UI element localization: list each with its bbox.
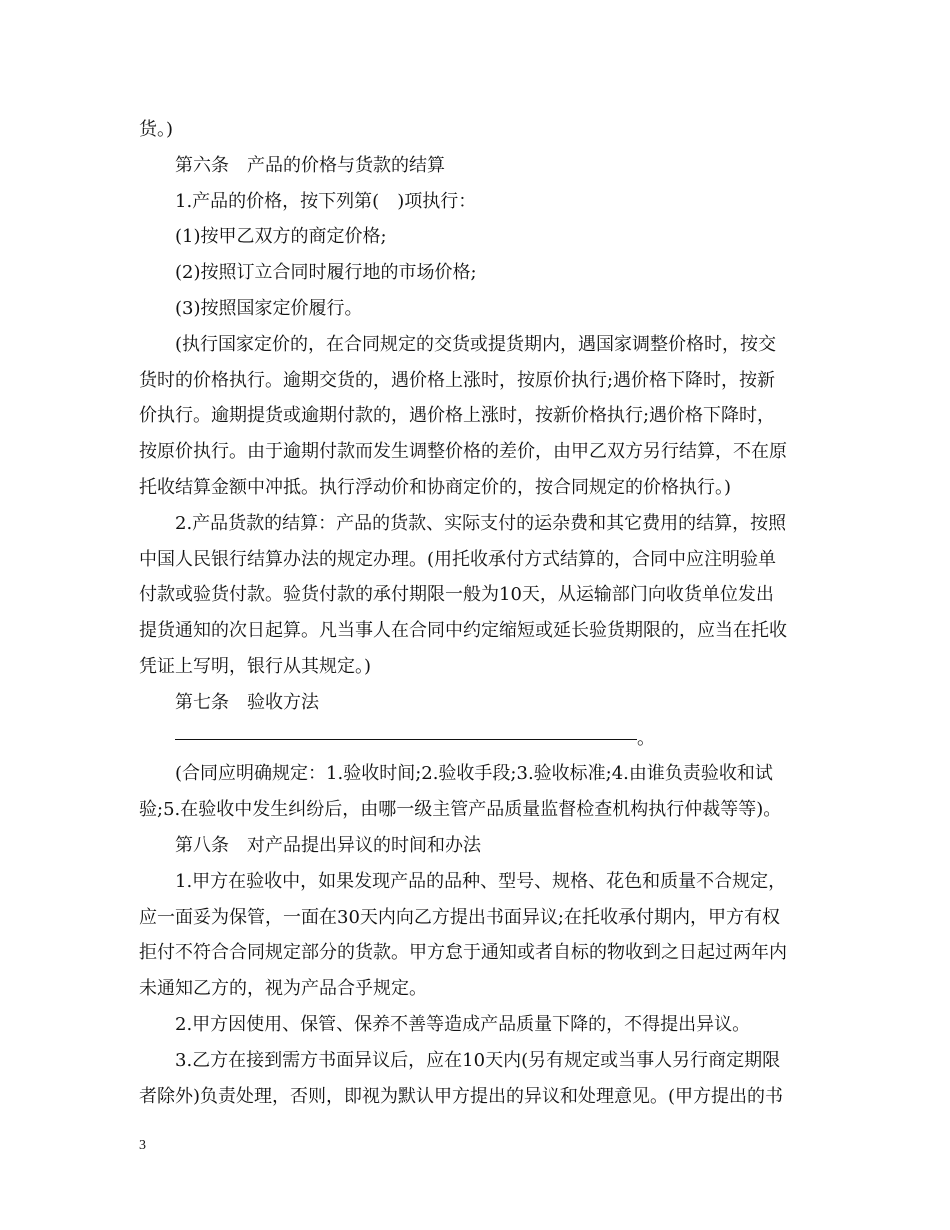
text-line — [139, 434, 819, 470]
heading-title: 验收方法 — [247, 691, 319, 713]
page-number: 3 — [139, 1138, 146, 1153]
text-line — [139, 1079, 819, 1115]
line-text: 未通知乙方的，视为产品合乎规定。 — [139, 978, 427, 1000]
line-text: 拒付不符合合同规定部分的货款。甲方怠于通知或者自标的物收到之日起过两年内 — [139, 942, 787, 964]
text-line — [139, 327, 819, 363]
line-text: 1.产品的价格，按下列第( )项执行： — [175, 190, 477, 212]
line-text: (执行国家定价的，在合同规定的交货或提货期内，遇国家调整价格时，按交 — [175, 333, 777, 355]
text-line — [139, 613, 819, 649]
text-line — [139, 363, 819, 399]
line-text: 2.甲方因使用、保管、保养不善等造成产品质量下降的，不得提出异议。 — [175, 1013, 751, 1035]
line-text: 验;5.在验收中发生纠纷后，由哪一级主管产品质量监督检查机构执行仲裁等等)。 — [139, 799, 782, 821]
line-text: 货。) — [139, 119, 174, 140]
text-line — [139, 255, 819, 291]
text-line — [139, 792, 819, 828]
fill-in-blank-line — [175, 738, 637, 740]
text-line — [139, 219, 819, 255]
line-text: 2.产品货款的结算：产品的货款、实际支付的运杂费和其它费用的结算，按照 — [175, 512, 787, 534]
line-text: (2)按照订立合同时履行地的市场价格; — [175, 262, 477, 284]
text-line — [139, 577, 819, 613]
line-text: 第八条 — [175, 834, 229, 856]
line-text: 中国人民银行结算办法的规定办理。(用托收承付方式结算的，合同中应注明验单 — [139, 548, 777, 570]
text-line — [139, 542, 819, 578]
line-text: 3.乙方在接到需方书面异议后，应在10天内(另有规定或当事人另行商定期限 — [175, 1049, 781, 1071]
article-heading — [139, 148, 819, 184]
line-text: 凭证上写明，银行从其规定。) — [139, 655, 372, 677]
text-line — [139, 291, 819, 327]
line-text: 提货通知的次日起算。凡当事人在合同中约定缩短或延长验货期限的，应当在托收 — [139, 620, 787, 642]
text-line — [139, 506, 819, 542]
line-text: 付款或验货付款。验货付款的承付期限一般为10天，从运输部门向收货单位发出 — [139, 584, 774, 606]
line-text: (合同应明确规定：1.验收时间;2.验收手段;3.验收标准;4.由谁负责验收和试 — [175, 763, 773, 785]
text-line — [139, 1007, 819, 1043]
article-heading — [139, 828, 819, 864]
line-text: (1)按甲乙双方的商定价格; — [175, 226, 387, 248]
line-text: 货时的价格执行。逾期交货的，遇价格上涨时，按原价执行;遇价格下降时，按新 — [139, 369, 776, 391]
text-line — [139, 864, 819, 900]
line-text: (3)按照国家定价履行。 — [175, 297, 363, 319]
text-line — [139, 971, 819, 1007]
text-line — [139, 184, 819, 220]
line-text: 按原价执行。由于逾期付款而发生调整价格的差价，由甲乙双方另行结算，不在原 — [139, 441, 787, 463]
text-line — [139, 398, 819, 434]
line-text: 价执行。逾期提货或逾期付款的，遇价格上涨时，按新价格执行;遇价格下降时， — [139, 405, 776, 427]
line-text: 应一面妥为保管，一面在30天内向乙方提出书面异议;在托收承付期内，甲方有权 — [139, 906, 780, 928]
text-line — [139, 721, 819, 757]
document-body — [139, 112, 819, 1114]
text-line — [139, 935, 819, 971]
text-line — [139, 900, 819, 936]
text-line — [139, 756, 819, 792]
line-text: 第六条 — [175, 154, 229, 176]
text-line — [139, 112, 819, 148]
line-text: 托收结算金额中冲抵。执行浮动价和协商定价的，按合同规定的价格执行。) — [139, 476, 732, 498]
heading-title: 产品的价格与货款的结算 — [247, 154, 445, 176]
text-line — [139, 649, 819, 685]
line-text: 1.甲方在验收中，如果发现产品的品种、型号、规格、花色和质量不合规定， — [175, 870, 787, 892]
text-line — [139, 1043, 819, 1079]
text-line — [139, 470, 819, 506]
line-text: 第七条 — [175, 691, 229, 713]
article-heading — [139, 685, 819, 721]
heading-title: 对产品提出异议的时间和办法 — [247, 834, 481, 856]
line-text: 。 — [637, 727, 655, 749]
line-text: 者除外)负责处理，否则，即视为默认甲方提出的异议和处理意见。(甲方提出的书 — [139, 1085, 784, 1107]
